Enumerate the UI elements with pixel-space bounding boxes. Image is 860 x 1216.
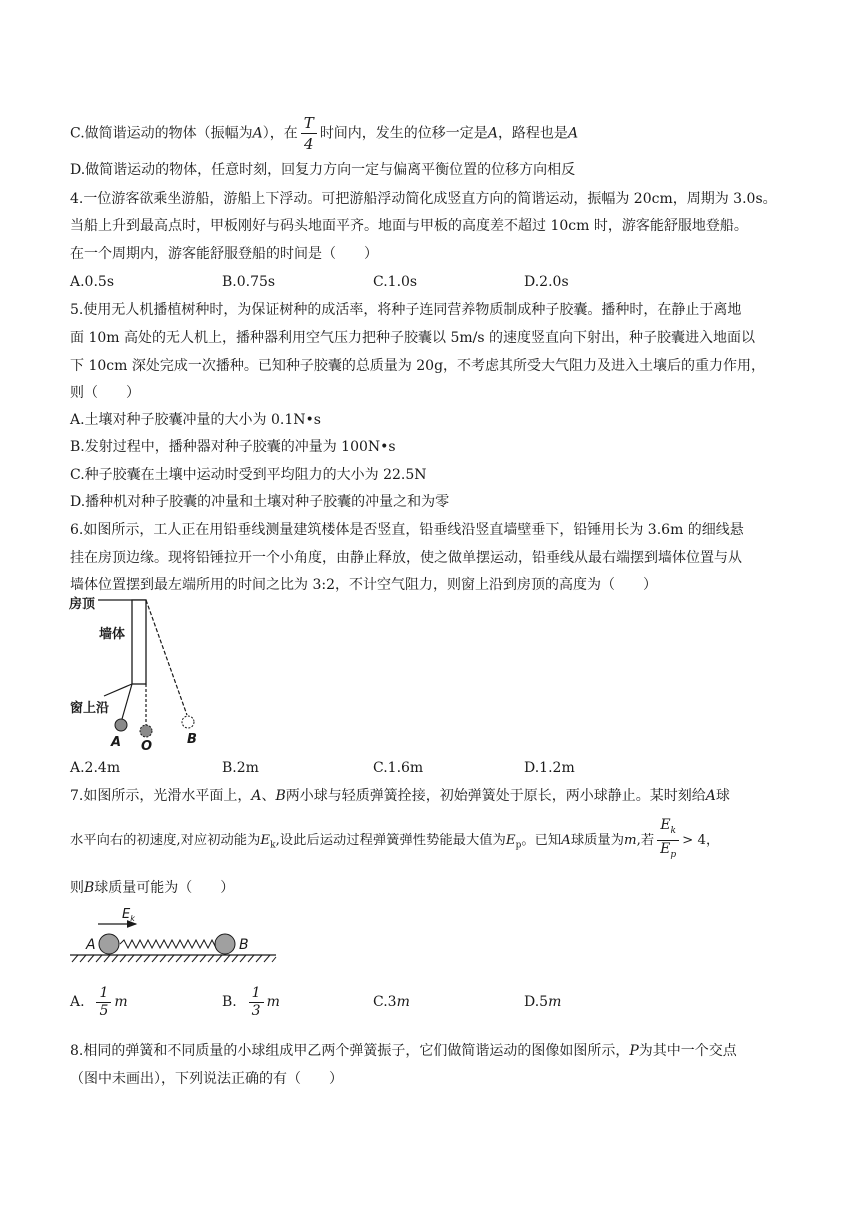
q6-stem-line2: 挂在房顶边缘。现将铅锤拉开一个小角度，由静止释放，使之做单摆运动，铅垂线从最右端摆到墙体位置与从 [70, 550, 742, 566]
q5-stem-line3: 下 10cm 深处完成一次播种。已知种子胶囊的总质量为 20g，不考虑其所受大气阻力及进入土壤后的重力作用， [70, 358, 766, 374]
wall-label: 墙体 [99, 627, 126, 642]
q6-option-c: C.1.6m [373, 760, 424, 776]
string-to-a [122, 684, 132, 719]
q7-option-a: A. $\frac{1}{5}$ m [70, 984, 128, 1019]
label-b: B [187, 732, 197, 747]
bob-o [140, 725, 152, 737]
pendulum-figure [68, 594, 208, 754]
q6-option-d: D.1.2m [524, 760, 575, 776]
q4-option-b: B.0.75s [222, 274, 276, 290]
q6-stem-line1: 6.如图所示，工人正在用铅垂线测量建筑楼体是否竖直，铅垂线沿竖直墙壁垂下，铅锤用长为 3.6m 的细线悬 [70, 522, 744, 538]
spring-figure [66, 902, 282, 968]
string-to-b [146, 600, 187, 715]
q6-stem-line3: 墙体位置摆到最左端所用的时间之比为 3:2，不计空气阻力，则窗上沿到房顶的高度为（ ） [70, 577, 657, 593]
q7-option-c: C.3m [373, 994, 410, 1010]
fraction-t-over-4: $\frac{T}{4}$ [301, 113, 317, 154]
q3-option-c: C.做简谐运动的物体（振幅为A），在 $\frac{T}{4}$ 时间内，发生的位移一定是A，路程也是A [70, 114, 579, 153]
ground-hatch [72, 955, 276, 962]
q5-stem-line1: 5.使用无人机播植树种时，为保证树种的成活率，将种子连同营养物质制成种子胶囊。播种时，在静止于离地 [70, 302, 742, 318]
q7-option-d: D.5m [524, 994, 562, 1010]
label-a: A [111, 735, 122, 750]
spring [120, 940, 223, 948]
q4-option-a: A.0.5s [70, 274, 115, 290]
ball-b [215, 934, 235, 954]
wall-rect [132, 600, 146, 684]
q8-stem-line1: 8.相同的弹簧和不同质量的小球组成甲乙两个弹簧振子，它们做简谐运动的图像如图所示，P为其中一个交点 [70, 1043, 737, 1059]
q6-option-a: A.2.4m [70, 760, 121, 776]
q7-option-b: B. $\frac{1}{3}$ m [222, 984, 280, 1019]
q4-option-c: C.1.0s [373, 274, 418, 290]
window-label: 窗上沿 [70, 701, 110, 716]
bob-a [115, 719, 127, 731]
q5-stem-line2: 面 10m 高处的无人机上，播种器利用空气压力把种子胶囊以 5m/s 的速度竖直向下射出，种子胶囊进入地面以 [70, 330, 755, 346]
q5-stem-line4: 则（ ） [70, 385, 140, 401]
q4-option-d: D.2.0s [524, 274, 569, 290]
label-a: A [86, 937, 96, 953]
q5-option-c: C.种子胶囊在土壤中运动时受到平均阻力的大小为 22.5N [70, 467, 427, 483]
q4-stem-line1: 4.一位游客欲乘坐游船，游船上下浮动。可把游船浮动简化成竖直方向的简谐运动，振幅为 20cm，周期为 3.0s。 [70, 191, 777, 207]
q4-stem-line3: 在一个周期内，游客能舒服登船的时间是（ ） [70, 246, 378, 262]
ball-a [99, 934, 119, 954]
q7-stem-line1: 7.如图所示，光滑水平面上，A、B两小球与轻质弹簧拴接，初始弹簧处于原长，两小球静止。某时刻给A球 [70, 788, 730, 804]
q4-stem-line2: 当船上升到最高点时，甲板刚好与码头地面平齐。地面与甲板的高度差不超过 10cm 时，游客能舒服地登船。 [70, 218, 748, 234]
q5-option-b: B.发射过程中，播种器对种子胶囊的冲量为 100N•s [70, 439, 396, 455]
roof-label: 房顶 [69, 597, 96, 612]
ek-label: $E_k$ [122, 907, 135, 923]
q3-option-d: D.做简谐运动的物体，任意时刻，回复力方向一定与偏离平衡位置的位移方向相反 [70, 162, 576, 178]
label-b: B [239, 937, 249, 953]
fraction-ek-over-ep: $\frac{E_k}{E_p}$ [657, 817, 679, 864]
window-pointer [104, 684, 132, 696]
bob-b [182, 716, 194, 728]
q7-stem-line3: 则B球质量可能为（ ） [70, 880, 235, 896]
q8-stem-line2: （图中未画出），下列说法正确的有（ ） [70, 1071, 343, 1087]
label-o: O [141, 739, 153, 754]
q7-stem-line2: 水平向右的初速度,对应初动能为$E_k$,设此后运动过程弹簧弹性势能最大值为$E_p$。已知A球质量为m,若 $\frac{E_k}{E_p}$ > 4， [70, 817, 719, 868]
q5-option-a: A.土壤对种子胶囊冲量的大小为 0.1N•s [70, 412, 321, 428]
q5-option-d: D.播种机对种子胶囊的冲量和土壤对种子胶囊的冲量之和为零 [70, 494, 450, 510]
q6-option-b: B.2m [222, 760, 259, 776]
